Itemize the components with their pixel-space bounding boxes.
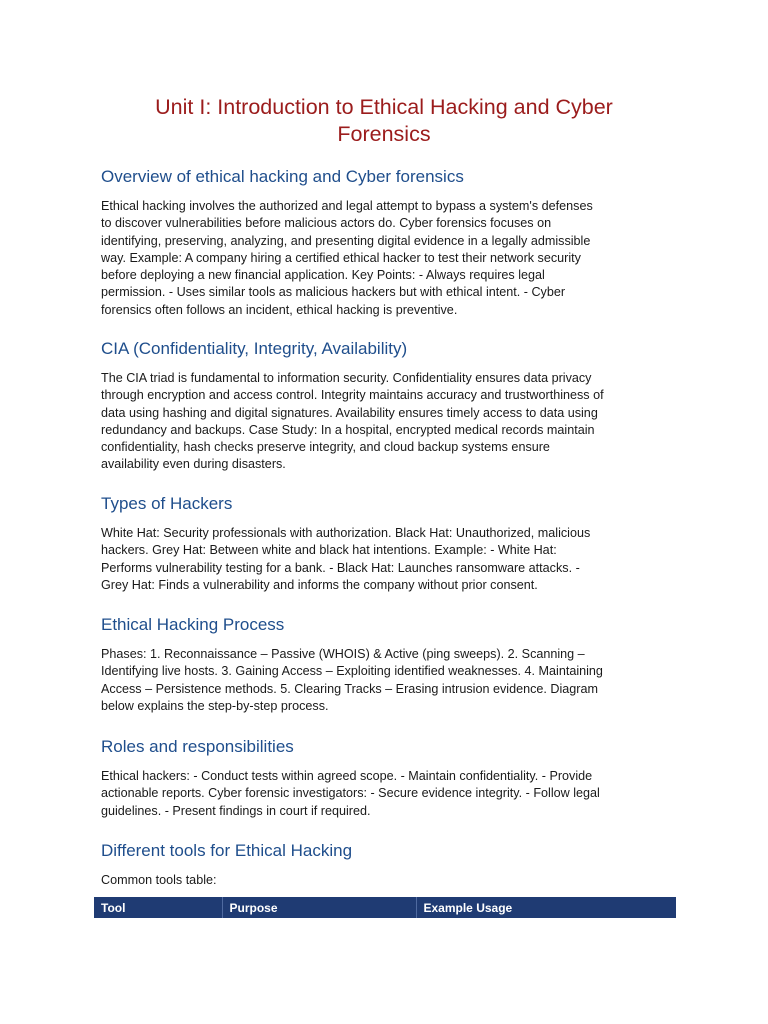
section-ethical-hacking-process xyxy=(101,614,673,715)
body-line: below explains the step-by-step process. xyxy=(101,698,329,713)
body-line: Ethical hackers: - Conduct tests within agreed scope. - Maintain confidentiality. - Provide xyxy=(101,769,593,783)
body-line: identifying, preserving, analyzing, and presenting digital evidence in a legally admissible xyxy=(101,233,591,248)
body-line: confidentiality, hash checks preserve integrity, and cloud backup systems ensure xyxy=(101,440,550,455)
section-body xyxy=(101,370,673,474)
section-body xyxy=(101,198,673,319)
body-line: forensics often follows an incident, ethical hacking is preventive. xyxy=(101,302,458,317)
section-overview xyxy=(101,166,673,319)
body-line: Access – Persistence methods. 5. Clearing Tracks – Erasing intrusion evidence. Diagram xyxy=(101,681,598,696)
title-line: Unit I: Introduction to Ethical Hacking and Cyber xyxy=(155,95,613,119)
table-header-row xyxy=(94,897,676,918)
body-line: data using hashing and digital signatures. Availability ensures timely access to data using xyxy=(101,405,598,420)
body-line: Phases: 1. Reconnaissance – Passive (WHOIS) & Active (ping sweeps). 2. Scanning – xyxy=(101,647,585,661)
section-body xyxy=(101,872,673,889)
table-header-purpose: Purpose xyxy=(222,897,416,918)
body-line: guidelines. - Present findings in court if required. xyxy=(101,803,371,818)
table-header-example-usage: Example Usage xyxy=(416,897,676,918)
body-line: permission. - Uses similar tools as malicious hackers but with ethical intent. - Cyber xyxy=(101,285,566,300)
section-heading: Ethical Hacking Process xyxy=(101,615,285,634)
section-heading: Roles and responsibilities xyxy=(101,737,294,756)
body-line: Common tools table: xyxy=(101,873,217,887)
body-line: The CIA triad is fundamental to information security. Confidentiality ensures data privacy xyxy=(101,371,592,385)
section-heading: Types of Hackers xyxy=(101,494,233,513)
body-line: Performs vulnerability testing for a bank. - Black Hat: Launches ransomware attacks. - xyxy=(101,560,580,575)
tools-table xyxy=(94,897,676,918)
table-header-tool: Tool xyxy=(94,897,222,918)
section-heading: CIA (Confidentiality, Integrity, Availability) xyxy=(101,339,408,358)
body-line: to discover vulnerabilities before malicious actors do. Cyber forensics focuses on xyxy=(101,216,552,231)
section-cia xyxy=(101,338,673,474)
body-line: availability even during disasters. xyxy=(101,457,286,472)
section-types-of-hackers xyxy=(101,493,673,594)
body-line: before deploying a new financial application. Key Points: - Always requires legal xyxy=(101,268,545,283)
section-roles-and-responsibilities xyxy=(101,736,673,820)
body-line: actionable reports. Cyber forensic investigators: - Secure evidence integrity. - Follow legal xyxy=(101,786,600,801)
section-body xyxy=(101,646,673,715)
section-heading: Overview of ethical hacking and Cyber forensics xyxy=(101,167,464,186)
section-body xyxy=(101,768,673,820)
body-line: White Hat: Security professionals with authorization. Black Hat: Unauthorized, malicious xyxy=(101,526,591,540)
body-line: Ethical hacking involves the authorized and legal attempt to bypass a system's defenses xyxy=(101,199,593,213)
body-line: hackers. Grey Hat: Between white and black hat intentions. Example: - White Hat: xyxy=(101,543,557,558)
body-line: way. Example: A company hiring a certified ethical hacker to test their network security xyxy=(101,250,581,265)
body-line: Identifying live hosts. 3. Gaining Access – Exploiting identified weaknesses. 4. Maintaining xyxy=(101,664,603,679)
section-heading: Different tools for Ethical Hacking xyxy=(101,841,353,860)
section-body xyxy=(101,525,673,594)
body-line: redundancy and backups. Case Study: In a hospital, encrypted medical records maintain xyxy=(101,422,595,437)
title-line: Forensics xyxy=(337,122,431,146)
section-tools xyxy=(101,840,673,889)
body-line: through encryption and access control. Integrity maintains accuracy and trustworthiness of xyxy=(101,388,604,403)
document-title xyxy=(100,94,668,148)
body-line: Grey Hat: Finds a vulnerability and informs the company without prior consent. xyxy=(101,577,538,592)
